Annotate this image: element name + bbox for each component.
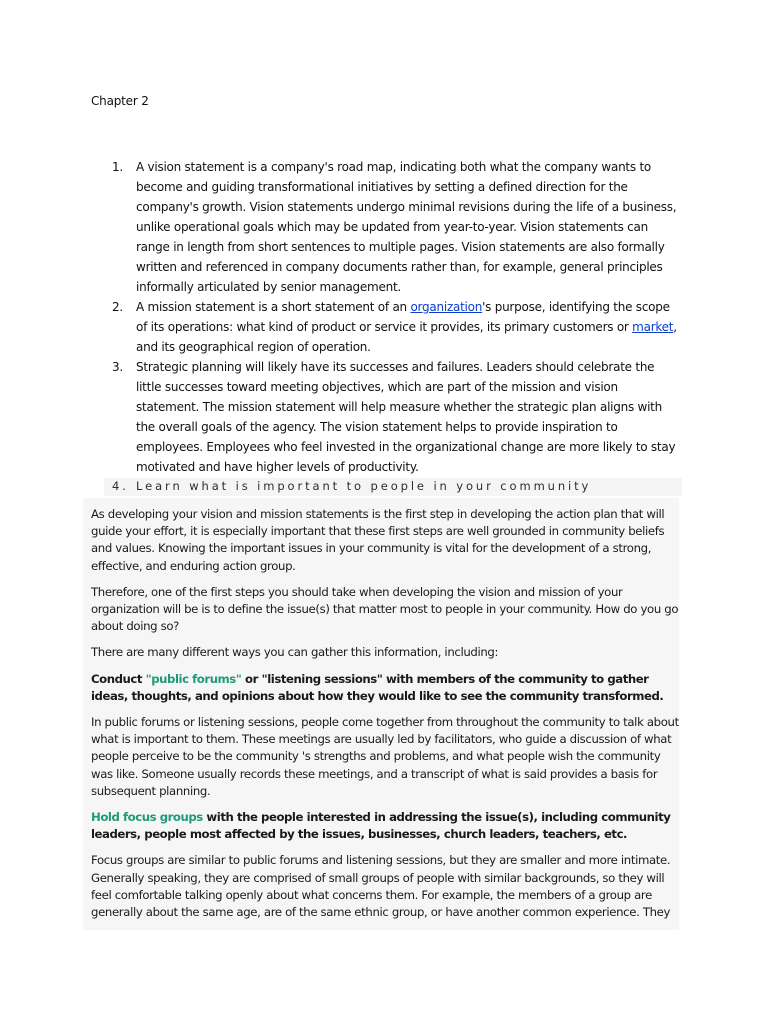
panel-paragraph: Therefore, one of the first steps you should take when developing the vision and mission of your organization will be is to define the issue(s) that matter most to people in your community. How do you go about doing so? [91, 584, 679, 634]
list-item [112, 157, 682, 297]
panel-paragraph: Focus groups are similar to public forums and listening sessions, but they are smaller and more intimate. Generally speaking, they are comprised of small groups of people with similar backgrounds, so they will feel comfortable talking openly about what concerns them. For example, the members of a group are generally about the same age, are of the same ethnic group, or have another common experience. They [91, 853, 671, 920]
public-forums-highlight: "public forums" [145, 671, 242, 686]
list-item [112, 357, 682, 477]
panel-paragraph: There are many different ways you can gather this information, including: [91, 645, 499, 660]
list-item [112, 297, 682, 357]
list-item-text: 's purpose, identifying the scope of its operations: what kind of product or service it provides, its primary customers or [136, 300, 670, 334]
panel-paragraph: In public forums or listening sessions, people come together from throughout the community to talk about what is important to them. These meetings are usually led by facilitators, who guide a discussion of what people perceive to be the community 's strengths and problems, and what people wish the community was like. Someone usually records these meetings, and a transcript of what is said provides a basis for subsequent planning. [91, 715, 679, 798]
panel-paragraph: As developing your vision and mission statements is the first step in developing the action plan that will guide your effort, it is especially important that these first steps are well grounded in community beliefs and values. Knowing the important issues in your community is vital for the development of a strong, effective, and enduring action group. [91, 507, 665, 573]
list-number: 4. [112, 479, 129, 493]
chapter-title: Chapter 2 [91, 94, 149, 108]
excerpt-panel [83, 498, 679, 930]
panel-text: Conduct [91, 671, 146, 686]
market-link[interactable]: market [632, 320, 674, 334]
organization-link[interactable]: organization [410, 300, 483, 314]
list-item-text: Strategic planning will likely have its successes and failures. Leaders should celebrate the little successes toward meeting objectives, which are part of the mission and vision statement. The mission statement will help measure whether the strategic plan aligns with the overall goals of the agency. The vision statement helps to provide inspiration to employees. Employees who feel invested in the organizational change are more likely to stay motivated and have higher levels of productivity. [136, 360, 676, 474]
numbered-list [112, 157, 682, 496]
panel-bold-paragraph [91, 809, 679, 843]
panel-text: with the people interested in addressing the issue(s), including community leaders, people most affected by the issues, businesses, church leaders, teachers, etc. [91, 810, 671, 842]
panel-text: or "listening sessions" with members of the community to gather ideas, thoughts, and opinions about how they would like to see the community transformed. [91, 671, 664, 703]
focus-groups-highlight: Hold focus groups [91, 810, 203, 825]
list-item-text: , and its geographical region of operation. [136, 320, 677, 354]
list-number: 2. [112, 300, 123, 314]
list-item-text: Learn what is important to people in your community [136, 479, 592, 493]
list-number: 1. [112, 160, 123, 174]
list-item-text: A vision statement is a company's road map, indicating both what the company wants to become and guiding transformational initiatives by setting a defined direction for the company's growth. Vision statements undergo minimal revisions during the life of a business, unlike operational goals which may be updated from year-to-year. Vision statements can range in length from short sentences to multiple pages. Vision statements are also formally written and referenced in company documents rather than, for example, general principles informally articulated by senior management. [136, 160, 677, 294]
list-number: 3. [112, 360, 123, 374]
list-item-heading [104, 478, 682, 496]
list-item-text: A mission statement is a short statement of an [136, 300, 411, 314]
panel-bold-paragraph [91, 671, 679, 705]
